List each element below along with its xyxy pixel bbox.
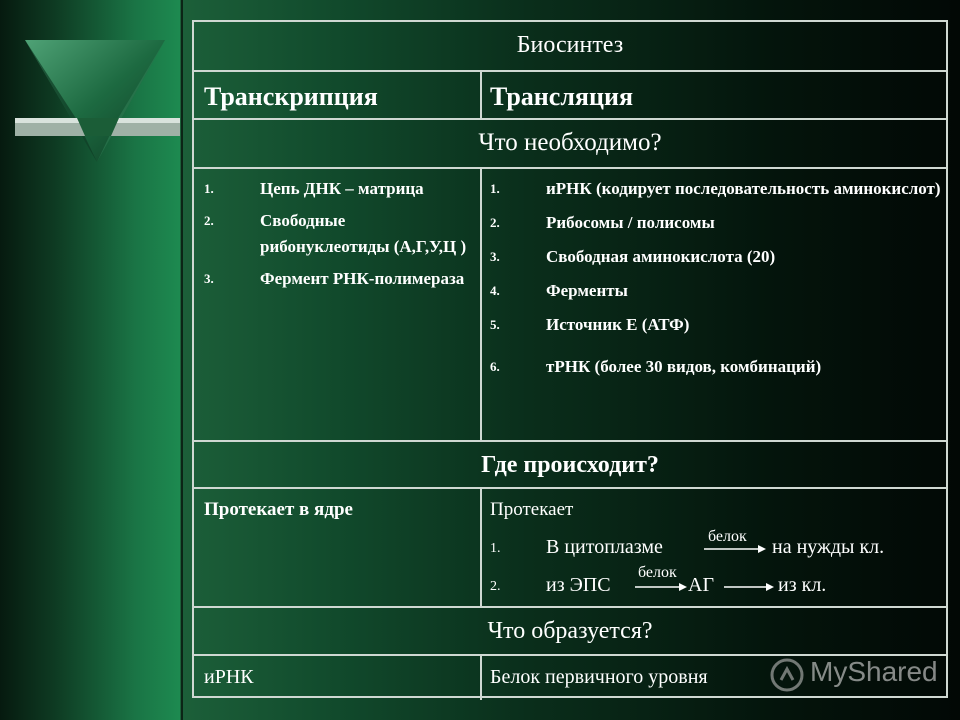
list-item <box>490 244 945 270</box>
row-divider <box>194 118 946 120</box>
list-item-text: Рибосомы / полисомы <box>546 213 715 232</box>
location-text: В цитоплазме <box>546 536 663 558</box>
right-arrow-icon <box>704 544 766 554</box>
list-item <box>490 210 945 236</box>
list-item-text: Свободные рибонуклеотиды (А,Г,У,Ц ) <box>260 211 467 256</box>
table-title: Биосинтез <box>516 32 624 58</box>
list-item-text: Фермент РНК-полимераза <box>260 269 465 288</box>
list-item-text: иРНК (кодирует последовательность аминокислот) <box>546 179 941 198</box>
row-divider <box>194 70 946 72</box>
list-item-number: 2. <box>490 579 501 594</box>
translation-requirements-list <box>490 176 945 380</box>
section-title-result: Что образуется? <box>487 618 653 644</box>
divider-line <box>181 0 183 720</box>
right-arrow-icon <box>724 582 774 592</box>
column-divider <box>480 167 482 442</box>
list-item-number: 3. <box>204 271 214 286</box>
golgi-apparatus-text: АГ <box>688 574 715 596</box>
list-item <box>204 176 474 202</box>
section-title-needed: Что необходимо? <box>478 129 662 156</box>
list-item-text: Ферменты <box>546 281 628 300</box>
column-divider <box>480 70 482 120</box>
list-item <box>490 176 945 202</box>
list-item <box>490 354 945 380</box>
list-item-number: 2. <box>204 213 214 228</box>
biosynthesis-table <box>192 20 948 698</box>
column-divider <box>480 487 482 608</box>
row-divider <box>194 167 946 169</box>
list-item-text: Цепь ДНК – матрица <box>260 179 424 198</box>
row-divider <box>194 440 946 442</box>
row-divider <box>194 487 946 489</box>
right-arrow-icon <box>635 582 687 592</box>
myshared-logo-icon <box>770 658 804 692</box>
column-header-transcription: Транскрипция <box>204 82 378 111</box>
list-item-text: Источник Е (АТФ) <box>546 315 690 334</box>
location-purpose: на нужды кл. <box>772 536 885 558</box>
green-triangle-logo-icon <box>15 40 180 165</box>
list-item-number: 5. <box>490 317 500 332</box>
list-item <box>490 278 945 304</box>
location-purpose: из кл. <box>778 574 827 596</box>
transcription-requirements-list <box>204 176 474 292</box>
arrow-label: белок <box>638 564 677 581</box>
row-divider <box>194 606 946 608</box>
watermark-text: MyShared <box>810 656 938 687</box>
list-item-number: 1. <box>490 181 500 196</box>
list-item <box>490 312 945 338</box>
list-item-number: 6. <box>490 359 500 374</box>
list-item <box>204 266 474 292</box>
column-divider <box>480 654 482 700</box>
translation-result: Белок первичного уровня <box>490 666 708 688</box>
list-item-text: Свободная аминокислота (20) <box>546 247 776 266</box>
list-item-number: 3. <box>490 249 500 264</box>
list-item-text: тРНК (более 30 видов, комбинаций) <box>546 357 822 376</box>
transcription-result: иРНК <box>204 666 254 688</box>
list-item-number: 1. <box>490 541 501 556</box>
list-item-number: 2. <box>490 215 500 230</box>
location-text: из ЭПС <box>546 574 611 596</box>
transcription-location: Протекает в ядре <box>204 499 353 520</box>
translation-location-item-1 <box>490 528 945 566</box>
list-item <box>204 208 474 260</box>
translation-location-item-2 <box>490 564 945 604</box>
translation-location-intro: Протекает <box>490 499 574 520</box>
list-item-number: 1. <box>204 181 214 196</box>
section-title-where: Где происходит? <box>481 452 659 478</box>
column-header-translation: Трансляция <box>490 82 634 111</box>
list-item-number: 4. <box>490 283 500 298</box>
arrow-label: белок <box>708 528 747 545</box>
